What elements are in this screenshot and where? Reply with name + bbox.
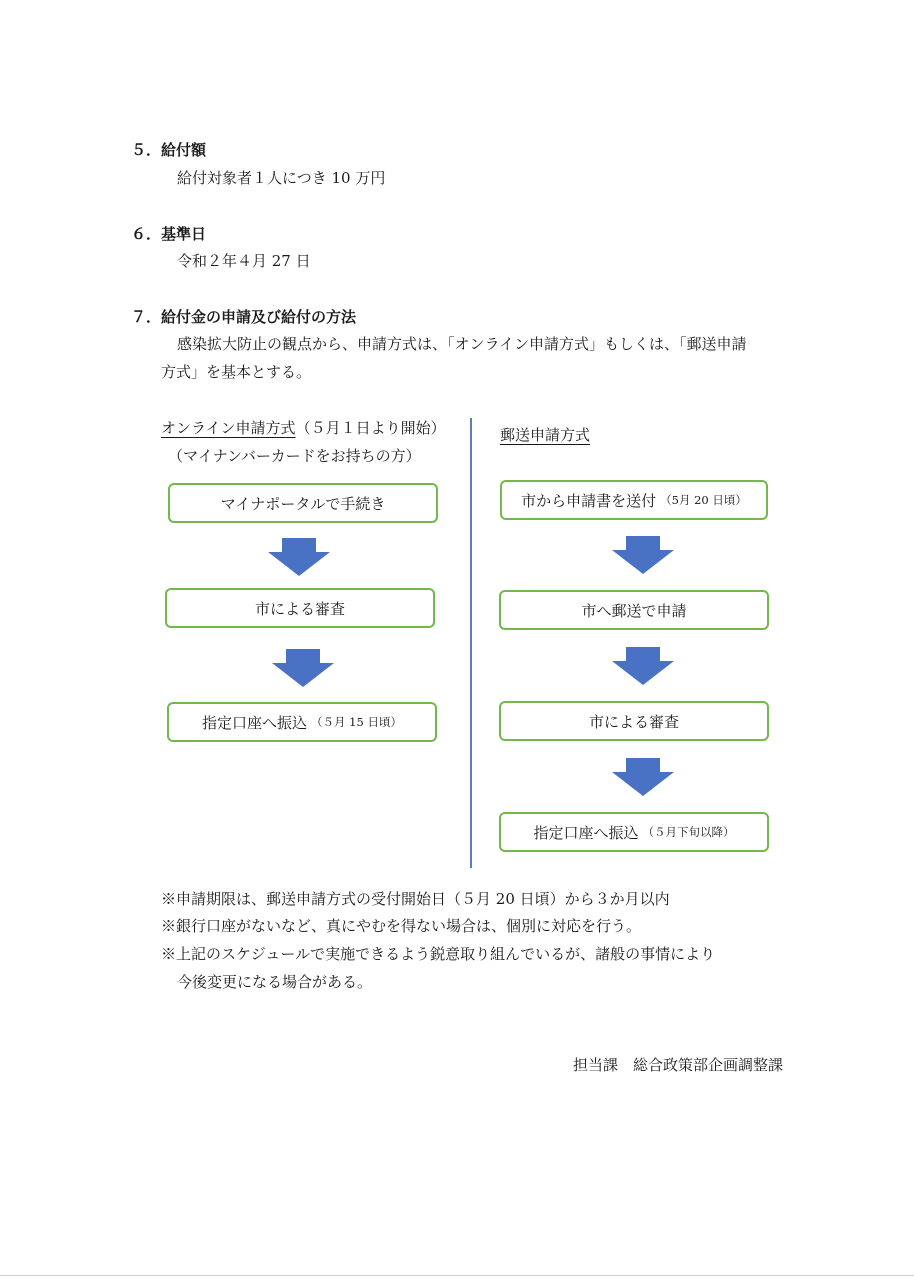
postal-step-3-label: 市による審査 [588, 712, 679, 731]
online-step-2-label: 市による審査 [254, 599, 345, 618]
postal-step-1-label: 市から申請書を送付 [521, 491, 657, 510]
down-arrow-icon [268, 538, 330, 576]
online-method-start: （５月１日より開始） [295, 419, 446, 437]
note-3: ※上記のスケジュールで実施できるよう鋭意取り組んでいるが、諸般の事情により [161, 945, 716, 963]
online-method-title-line [161, 417, 446, 438]
online-step-1-label: マイナポータルで手続き [220, 494, 386, 513]
postal-step-3 [499, 701, 769, 741]
section-7-heading: ７．給付金の申請及び給付の方法 [131, 308, 357, 326]
postal-step-2-label: 市へ郵送で申請 [581, 601, 687, 620]
section-7-paragraph-line2: 方式」を基本とする。 [161, 363, 312, 381]
online-step-3-label: 指定口座へ振込 [202, 713, 308, 732]
note-1: ※申請期限は、郵送申請方式の受付開始日（５月 20 日頃）から３か月以内 [161, 890, 670, 908]
online-method-title: オンライン申請方式 [161, 419, 296, 437]
note-2: ※銀行口座がないなど、真にやむを得ない場合は、個別に対応を行う。 [161, 917, 642, 935]
postal-step-1 [500, 480, 768, 520]
page-edge-line [0, 1275, 914, 1276]
postal-step-4-note: （５月下旬以降） [642, 825, 735, 839]
note-4: 今後変更になる場合がある。 [177, 973, 373, 991]
online-method-subtitle: （マイナンバーカードをお持ちの方） [168, 447, 421, 465]
down-arrow-icon [272, 649, 334, 687]
column-divider [470, 418, 472, 868]
postal-step-2 [499, 590, 769, 630]
postal-step-4 [499, 812, 769, 852]
postal-step-4-label: 指定口座へ振込 [533, 823, 639, 842]
section-6-text: 令和２年４月 27 日 [177, 252, 311, 270]
online-step-1 [168, 483, 438, 523]
section-5-text: 給付対象者１人につき 10 万円 [177, 169, 386, 187]
online-step-3-note: （５月 15 日頃） [311, 715, 402, 729]
postal-method-title: 郵送申請方式 [500, 426, 591, 444]
online-step-3 [167, 702, 437, 742]
section-7-paragraph-line1: 感染拡大防止の観点から、申請方式は、「オンライン申請方式」もしくは、「郵送申請 [177, 335, 747, 353]
down-arrow-icon [612, 647, 674, 685]
postal-step-1-note: （5月 20 日頃） [660, 493, 747, 507]
down-arrow-icon [612, 758, 674, 796]
responsible-department: 担当課 総合政策部企画調整課 [572, 1056, 783, 1074]
section-6-heading: ６．基準日 [131, 225, 207, 243]
online-step-2 [165, 588, 435, 628]
section-5-heading: ５．給付額 [131, 141, 207, 159]
down-arrow-icon [612, 536, 674, 574]
